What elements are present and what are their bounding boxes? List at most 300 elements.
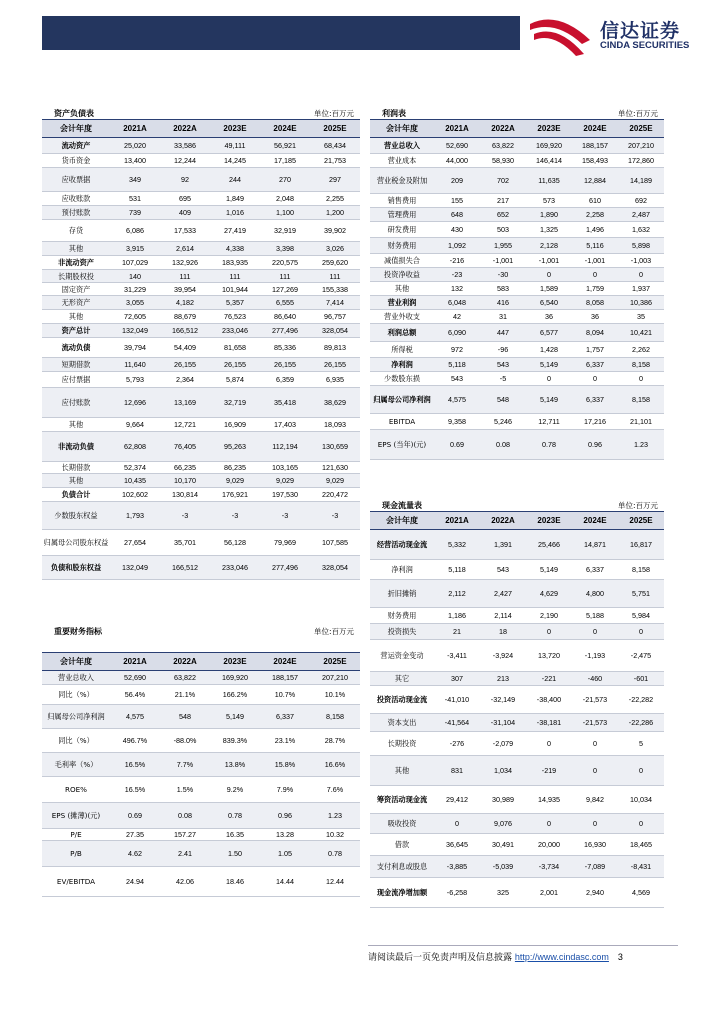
value-cell: 548 [497,395,509,404]
value-cell: 503 [497,225,509,234]
row-label: 流动负债 [61,343,91,352]
row-label: 减值损失合 [384,256,420,265]
unit-label: 单位:百万元 [313,109,354,118]
value-cell: 1,325 [540,225,558,234]
value-cell: 6,337 [586,395,604,404]
value-cell: 16.6% [324,760,346,769]
year-column-header: 2021A [445,124,469,133]
table-row [42,324,360,338]
value-cell: 4,575 [126,712,144,721]
value-cell: 2,255 [326,194,344,203]
row-label: 长期借款 [61,463,91,472]
value-cell: 10,386 [630,298,652,307]
value-cell: 36,645 [446,840,468,849]
value-cell: 7.6% [326,785,344,794]
value-cell: 0 [639,374,643,383]
header-bar [42,16,520,50]
table-row [370,342,664,358]
table-row [42,388,360,418]
row-label: 经营活动现金流 [376,540,428,549]
value-cell: -31,104 [490,718,516,727]
value-cell: 6,337 [276,712,294,721]
value-cell: 4,569 [632,888,650,897]
value-cell: 5,116 [586,241,604,250]
value-cell: 183,935 [222,258,248,267]
value-cell: 652 [497,210,509,219]
value-cell: 29,412 [446,795,468,804]
value-cell: 27,419 [224,226,246,235]
value-cell: 8,158 [632,395,650,404]
value-cell: 8,058 [586,298,604,307]
value-cell: 169,920 [222,673,248,682]
value-cell: 111 [229,271,241,281]
value-cell: 0.78 [228,811,242,820]
value-cell: 127,269 [272,284,298,294]
row-label: 无形资产 [61,298,91,307]
value-cell: 0.08 [496,440,510,449]
footer [368,950,623,963]
value-cell: 17,216 [584,417,606,426]
value-cell: 2,112 [448,589,466,598]
value-cell: 121,630 [322,463,348,472]
value-cell: -3,885 [446,862,468,871]
value-cell: 6,577 [540,328,558,337]
value-cell: 0 [639,819,643,828]
value-cell: 16.5% [124,760,146,769]
row-label: 投资活动现金流 [376,695,428,704]
table-row [42,488,360,502]
row-label: 其他 [394,284,410,293]
value-cell: 0.78 [542,440,556,449]
value-cell: -21,573 [582,695,608,704]
year-column-header: 2024E [273,657,297,666]
website-link[interactable]: http://www.cindasc.com [514,952,609,962]
table-row [370,194,664,208]
value-cell: 146,414 [536,156,562,165]
value-cell: 4,182 [176,298,194,307]
value-cell: 17,185 [274,156,296,165]
value-cell: 7.9% [276,785,294,794]
value-cell: -38,181 [536,718,562,727]
table-row [42,462,360,474]
value-cell: 26,155 [324,360,346,369]
page-number: 3 [617,952,623,962]
table-row [370,608,664,624]
row-label: 存货 [68,226,84,235]
balance-sheet-table [42,106,360,580]
value-cell: 12,696 [124,398,146,407]
value-cell: -1,193 [584,651,606,660]
value-cell: 220,472 [322,490,348,499]
value-cell: 31 [499,312,507,321]
value-cell: 63,822 [492,141,514,150]
table-row [42,372,360,388]
value-cell: 158,493 [582,156,608,165]
value-cell: 166.2% [222,690,248,699]
value-cell: 9.2% [226,785,244,794]
value-cell: 6,090 [448,328,466,337]
value-cell: 6,555 [276,298,294,307]
value-cell: 39,954 [174,284,196,294]
value-cell: 5,751 [632,589,650,598]
value-cell: 0.08 [178,811,192,820]
value-cell: -8,431 [630,862,652,871]
year-column-header: 2023E [537,124,561,133]
value-cell: 107,029 [122,258,148,267]
table-row [42,841,360,867]
value-cell: 155 [451,196,463,205]
value-cell: 1,757 [586,345,604,354]
value-cell: -5 [499,374,507,383]
value-cell: 38,629 [324,398,346,407]
value-cell: 0.96 [278,811,292,820]
value-cell: 12,721 [174,420,196,429]
value-cell: 39,794 [124,343,146,352]
value-cell: 0 [593,739,597,748]
value-cell: 7.7% [176,760,194,769]
row-label: ROE% [64,785,88,794]
table-row [42,753,360,777]
row-label: 支付利息或股息 [376,862,428,871]
row-label: 非流动资产 [58,258,94,267]
value-cell: 5,246 [494,417,512,426]
value-cell: 610 [589,196,601,205]
value-cell: -3 [331,511,339,520]
value-cell: 1,034 [494,766,512,775]
value-cell: 2,001 [540,888,558,897]
year-column-header: 2023E [223,124,247,133]
table-row [42,705,360,729]
table-row [370,222,664,238]
cash-flow-table [370,498,664,908]
row-label: 吸收投资 [387,819,417,828]
value-cell: 111 [329,271,341,281]
value-cell: 130,814 [172,490,198,499]
row-label: 营业成本 [387,156,417,165]
value-cell: 297 [329,175,341,184]
value-cell: 4,800 [586,589,604,598]
value-cell: 0 [593,819,597,828]
value-cell: 447 [497,328,509,337]
value-cell: 5,874 [226,375,244,384]
value-cell: 217 [497,196,509,205]
value-cell: 16,930 [584,840,606,849]
value-cell: 0 [547,819,551,828]
value-cell: 130,659 [322,442,348,451]
value-cell: 76,523 [224,312,246,321]
value-cell: 2,262 [632,345,650,354]
value-cell: 1.23 [328,811,342,820]
value-cell: 233,046 [222,563,248,572]
value-cell: 648 [451,210,463,219]
row-label: 营运资金变动 [380,651,424,660]
value-cell: 0.69 [450,440,464,449]
value-cell: 30,989 [492,795,514,804]
value-cell: 86,235 [224,463,246,472]
value-cell: 13,720 [538,651,560,660]
value-cell: 86,640 [274,312,296,321]
value-cell: 270 [279,175,291,184]
table-row [42,270,360,283]
value-cell: 42.06 [176,877,194,886]
value-cell: 169,920 [536,141,562,150]
value-cell: 0 [547,739,551,748]
value-cell: 5,898 [632,241,650,250]
value-cell: -23 [451,270,463,279]
value-cell: -96 [497,345,509,354]
logo-english-name: CINDA SECURITIES [600,40,690,51]
table-row [42,256,360,270]
value-cell: 132,926 [172,258,198,267]
row-label: 归属母公司股东权益 [43,538,109,547]
value-cell: -41,010 [444,695,470,704]
table-row [370,154,664,168]
value-cell: 16,909 [224,420,246,429]
table-row [370,560,664,580]
value-cell: 5,118 [448,565,466,574]
table-row [42,530,360,556]
value-cell: 16,817 [630,540,652,549]
row-label: 其他 [68,244,84,253]
table-row [370,296,664,310]
value-cell: 3,915 [126,244,144,253]
row-label: 少数股东权益 [54,511,98,520]
value-cell: 1,759 [586,284,604,293]
value-cell: 166,512 [172,563,198,572]
row-label: 短期借款 [61,360,91,369]
value-cell: 54,409 [174,343,196,352]
table-row [42,829,360,841]
value-cell: 188,157 [272,673,298,682]
value-cell: 26,155 [224,360,246,369]
value-cell: 58,930 [492,156,514,165]
year-column-header: 2023E [537,516,561,525]
table-row [370,282,664,296]
value-cell: 2,258 [586,210,604,219]
table-header-row [370,120,664,138]
value-cell: 0 [547,374,551,383]
value-cell: -219 [541,766,557,775]
row-label: 归属母公司净利润 [47,712,105,721]
value-cell: -216 [449,256,465,265]
value-cell: 12,244 [174,156,196,165]
value-cell: 2,048 [276,194,294,203]
value-cell: 13,169 [174,398,196,407]
value-cell: 11,635 [538,176,560,185]
value-cell: 56.4% [124,690,146,699]
value-cell: 18,093 [324,420,346,429]
row-label: 研发费用 [387,225,417,234]
year-column-header: 2022A [173,657,197,666]
value-cell: 14,935 [538,795,560,804]
value-cell: 12.44 [326,877,344,886]
value-cell: 85,336 [274,343,296,352]
value-cell: 0 [639,627,643,636]
value-cell: 349 [129,175,141,184]
value-cell: -1,003 [630,256,652,265]
value-cell: -22,282 [628,695,654,704]
value-cell: 21,753 [324,156,346,165]
value-cell: 2,364 [176,375,194,384]
value-cell: 0.96 [588,440,602,449]
value-cell: 6,048 [448,298,466,307]
value-cell: 5,332 [448,540,466,549]
value-cell: 307 [451,674,463,683]
value-cell: 6,540 [540,298,558,307]
row-label: 应付账款 [61,398,91,407]
value-cell: 66,235 [174,463,196,472]
value-cell: 0 [593,374,597,383]
value-cell: 10,170 [174,476,196,485]
value-cell: 702 [497,176,509,185]
table-row [42,418,360,432]
value-cell: 96,757 [324,312,346,321]
value-cell: 18.46 [226,877,244,886]
value-cell: 56,128 [224,538,246,547]
row-label: 财务费用 [387,611,417,620]
row-label: 应付票据 [61,375,91,384]
value-cell: 5 [639,739,643,748]
value-cell: 157.27 [174,830,196,839]
value-cell: 11,640 [124,360,146,369]
value-cell: 76,405 [174,442,196,451]
value-cell: 112,194 [272,442,298,451]
value-cell: 56,921 [274,141,296,150]
row-label: 其他 [394,766,410,775]
value-cell: 739 [129,208,141,217]
value-cell: 89,813 [324,343,346,352]
row-label: 筹资活动现金流 [376,795,428,804]
row-label: P/E [70,830,82,839]
value-cell: 21 [453,627,461,636]
value-cell: 0 [547,627,551,636]
table-row [370,640,664,672]
table-header-row [370,512,664,530]
value-cell: 209 [451,176,463,185]
value-cell: 6,359 [276,375,294,384]
table-row [42,685,360,705]
table-row [42,867,360,897]
value-cell: 5,188 [586,611,604,620]
value-cell: 207,210 [628,141,654,150]
value-cell: -3 [231,511,239,520]
value-cell: 35,701 [174,538,196,547]
value-cell: 1,186 [448,611,466,620]
table-header-row [42,120,360,138]
value-cell: 2,128 [540,241,558,250]
table-row [370,138,664,154]
table-title: 重要财务指标 [54,627,102,636]
row-label: 预付账款 [61,208,91,217]
table-row [42,556,360,580]
table-row [370,310,664,324]
row-label: 毛利率（%） [54,760,98,769]
table-row [370,624,664,640]
value-cell: 692 [635,196,647,205]
value-cell: 1,200 [326,208,344,217]
value-cell: 10,034 [630,795,652,804]
table-title: 利润表 [382,109,406,118]
value-cell: 1,849 [226,194,244,203]
row-label: EV/EBITDA [56,877,96,886]
value-cell: 72,605 [124,312,146,321]
value-cell: 21,101 [630,417,652,426]
year-column-header: 2025E [629,516,653,525]
value-cell: 26,155 [174,360,196,369]
value-cell: 831 [451,766,463,775]
value-cell: 63,822 [174,673,196,682]
year-column-header: 2022A [491,124,515,133]
header-label: 会计年度 [386,515,418,525]
row-label: 净利润 [391,565,413,574]
table-row [370,756,664,786]
value-cell: 207,210 [322,673,348,682]
year-column-header: 2021A [123,124,147,133]
value-cell: -32,149 [490,695,516,704]
row-label: 其他 [68,476,84,485]
value-cell: 2,190 [540,611,558,620]
value-cell: 8,158 [326,712,344,721]
value-cell: 14,189 [630,176,652,185]
value-cell: 10.1% [324,690,346,699]
value-cell: 573 [543,196,555,205]
value-cell: 166,512 [172,326,198,335]
value-cell: 1.50 [228,849,242,858]
value-cell: 1,890 [540,210,558,219]
value-cell: 5,793 [126,375,144,384]
value-cell: 52,374 [124,463,146,472]
cinda-logo-icon [528,14,594,58]
value-cell: 30,491 [492,840,514,849]
table-row [370,814,664,834]
value-cell: 17,403 [274,420,296,429]
value-cell: 132,049 [122,563,148,572]
value-cell: 16.5% [124,785,146,794]
value-cell: 44,000 [446,156,468,165]
value-cell: 0 [639,766,643,775]
value-cell: 188,157 [582,141,608,150]
unit-label: 单位:百万元 [617,501,658,510]
value-cell: -1,001 [538,256,560,265]
value-cell: 172,860 [628,156,654,165]
value-cell: 543 [451,374,463,383]
value-cell: -21,573 [582,718,608,727]
value-cell: 0 [593,270,597,279]
value-cell: -1,001 [584,256,606,265]
unit-label: 单位:百万元 [617,109,658,118]
table-row [42,192,360,206]
table-row [370,254,664,268]
row-label: 长期投资 [387,739,417,748]
value-cell: 496.7% [122,736,148,745]
value-cell: 1,632 [632,225,650,234]
value-cell: 1,589 [540,284,558,293]
year-column-header: 2023E [223,657,247,666]
value-cell: 1,092 [448,241,466,250]
row-label: 营业外收支 [384,312,420,321]
value-cell: 24.94 [126,877,144,886]
value-cell: 9,664 [126,420,144,429]
unit-label: 单位:百万元 [313,627,354,636]
value-cell: 52,690 [124,673,146,682]
value-cell: -601 [633,674,649,683]
table-row [370,430,664,460]
value-cell: 1,428 [540,345,558,354]
table-title-row [42,106,360,120]
row-label: 应收账款 [61,194,91,203]
value-cell: 107,585 [322,538,348,547]
value-cell: 27,654 [124,538,146,547]
